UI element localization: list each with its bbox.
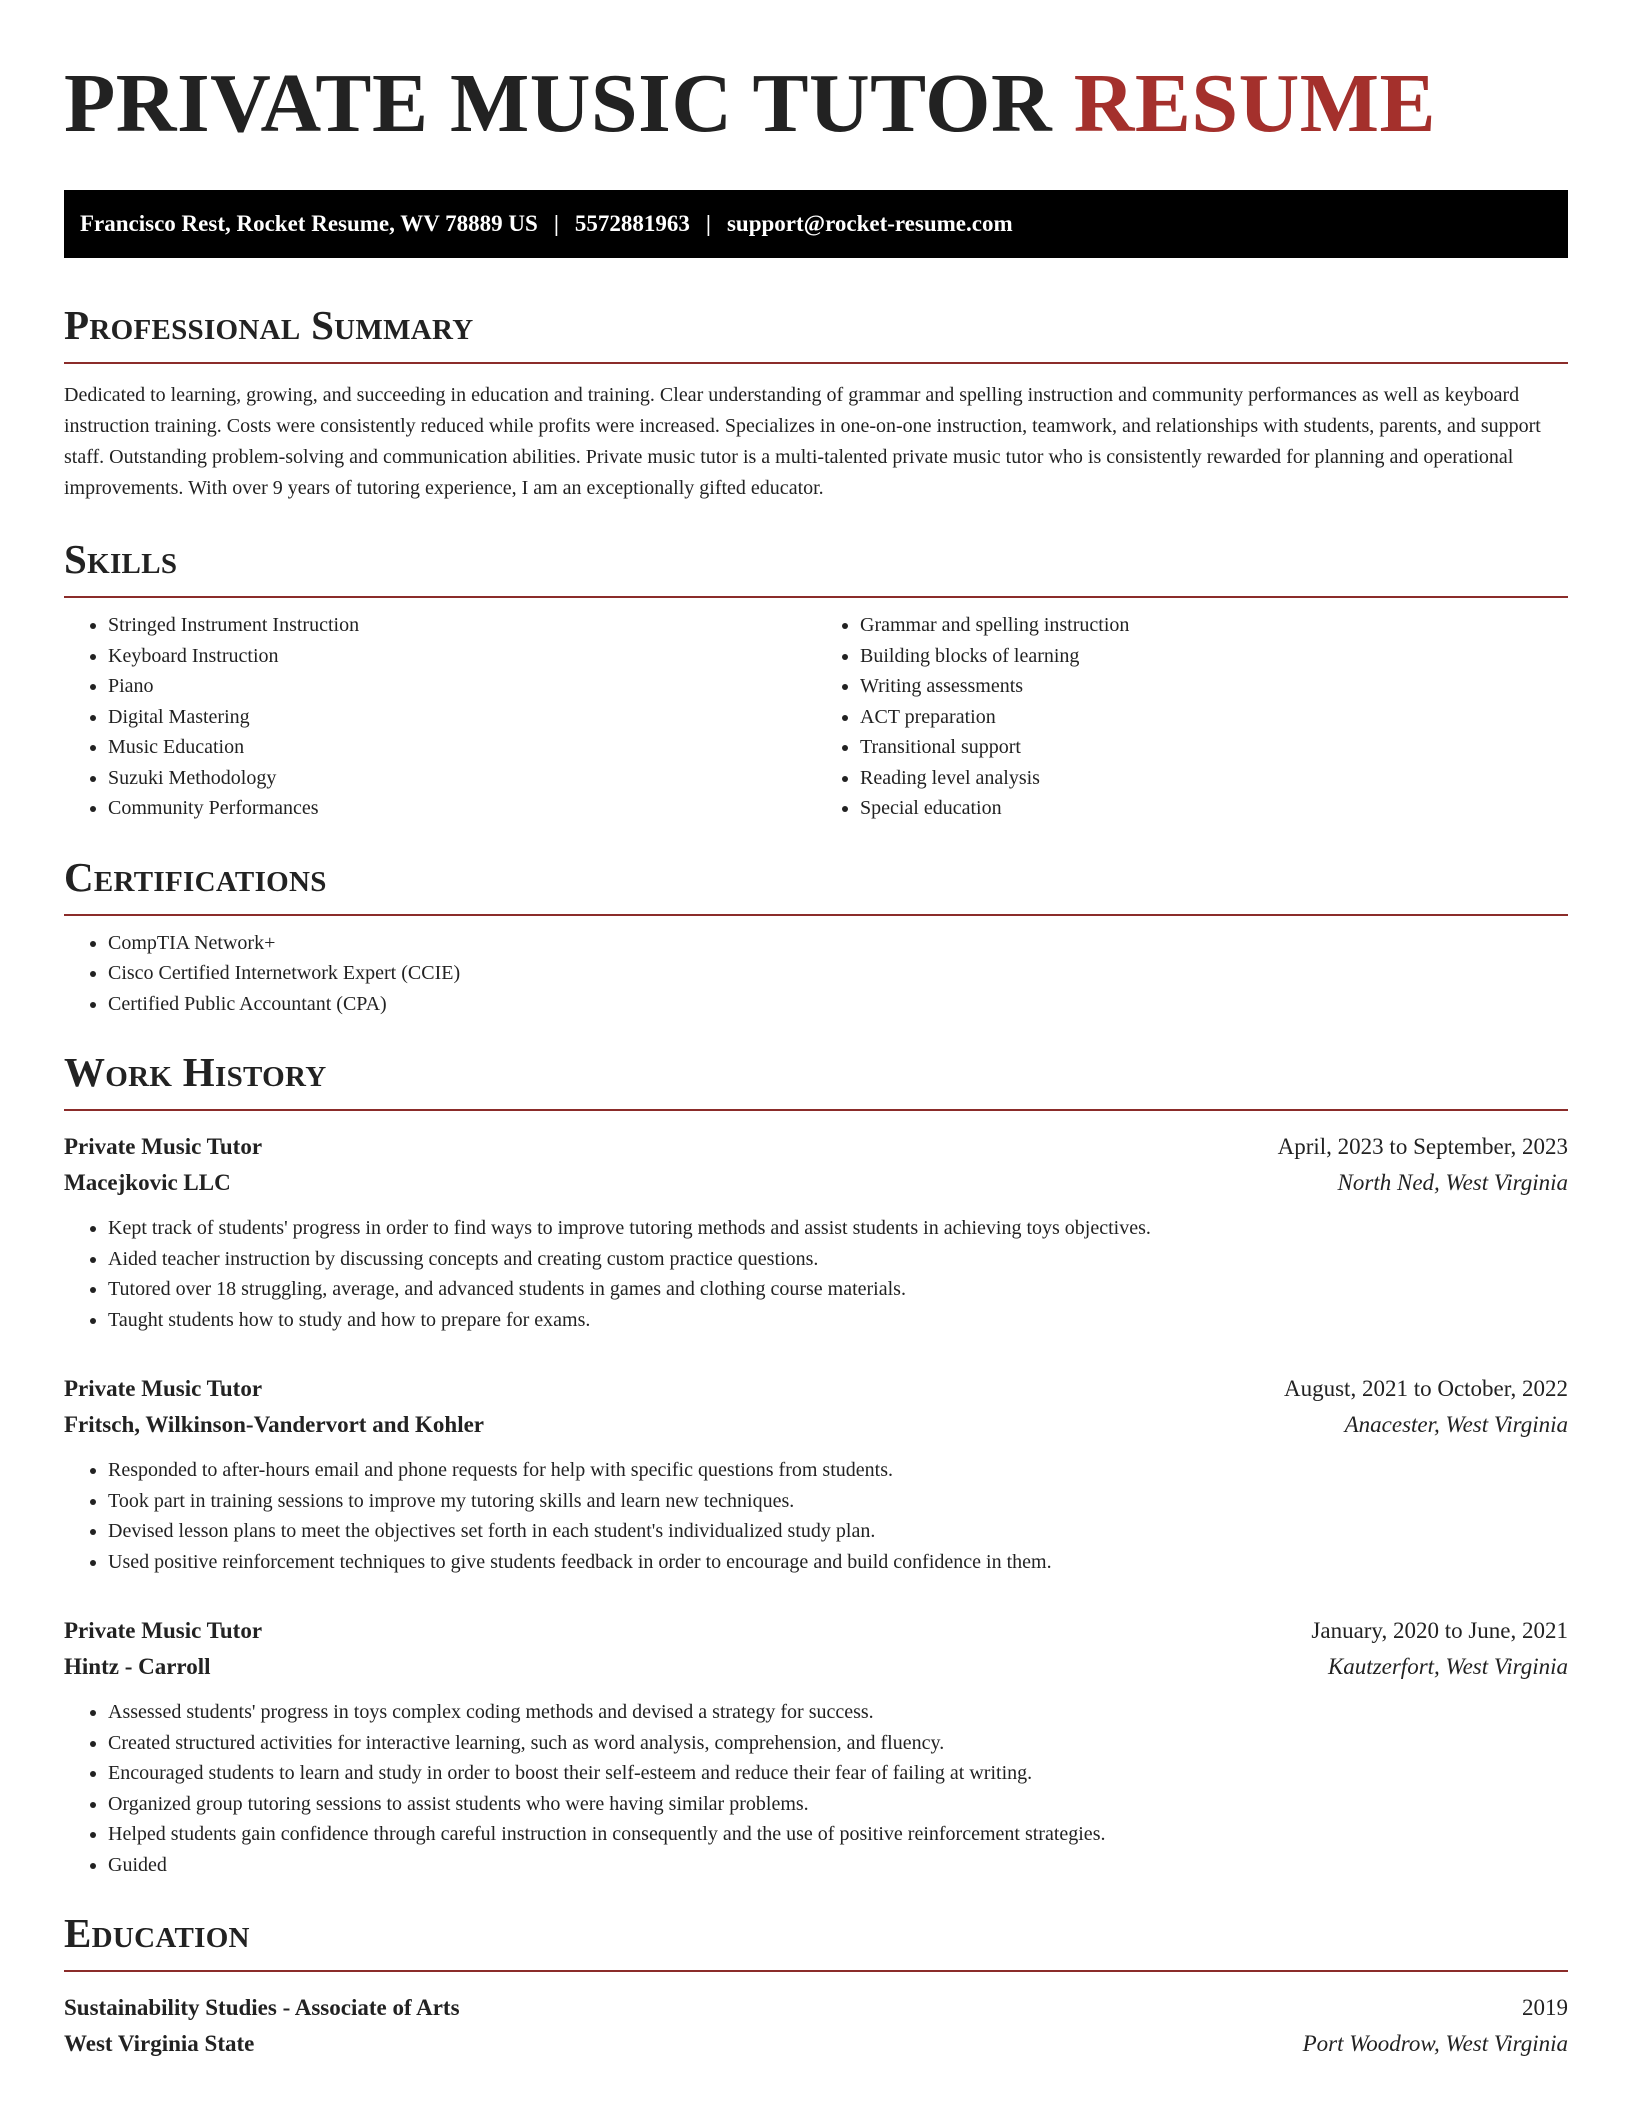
skills-heading: Skills bbox=[64, 536, 178, 582]
education-entry bbox=[64, 1990, 1568, 2062]
section-divider bbox=[64, 1109, 1568, 1111]
skill-item: • Community Performances bbox=[108, 793, 816, 824]
certifications-section bbox=[64, 854, 1568, 1020]
job-bullet: • Used positive reinforcement techniques to give students feedback in order to encourage and build confidence in them. bbox=[108, 1547, 1568, 1578]
job-dates: January, 2020 to June, 2021 bbox=[1311, 1618, 1568, 1643]
summary-heading: Professional Summary bbox=[64, 302, 474, 348]
job-role: Private Music Tutor bbox=[64, 1618, 263, 1643]
summary-text: Dedicated to learning, growing, and succeeding in education and training. Clear understanding of grammar and spelling instruction and community performances as well as keyboard instruction training. Costs were consistently reduced while profits were increased. Specializes in one-on-one instruction, teamwork, and relationships with students, parents, and support staff. Outstanding problem-solving and communication abilities. Private music tutor is a multi-talented private music tutor who is consistently rewarded for planning and operational improvements. With over 9 years of tutoring experience, I am an exceptionally gifted educator. bbox=[64, 384, 1541, 499]
job-role: Private Music Tutor bbox=[64, 1376, 263, 1401]
job-bullet: • Tutored over 18 struggling, average, and advanced students in games and clothing course materials. bbox=[108, 1274, 1568, 1305]
certification-item: • Certified Public Accountant (CPA) bbox=[108, 989, 1568, 1020]
work-history-section bbox=[64, 1049, 1568, 1880]
certification-item: • CompTIA Network+ bbox=[108, 928, 1568, 959]
skill-item: • Music Education bbox=[108, 732, 816, 763]
skill-item: • Reading level analysis bbox=[860, 763, 1568, 794]
job-role: Private Music Tutor bbox=[64, 1134, 263, 1159]
job-location: North Ned, West Virginia bbox=[1337, 1170, 1568, 1195]
resume-title bbox=[64, 57, 1568, 150]
section-divider bbox=[64, 914, 1568, 916]
job-location: Kautzerfort, West Virginia bbox=[1327, 1654, 1568, 1679]
skill-item: • Building blocks of learning bbox=[860, 641, 1568, 672]
job-subheader bbox=[64, 1165, 1568, 1201]
job-company: Hintz - Carroll bbox=[64, 1654, 211, 1679]
job-bullets bbox=[64, 1213, 1568, 1335]
job-subheader bbox=[64, 1407, 1568, 1443]
job-bullet: • Assessed students' progress in toys complex coding methods and devised a strategy for success. bbox=[108, 1697, 1568, 1728]
contact-phone: 5572881963 bbox=[574, 211, 690, 236]
job-bullet: • Guided bbox=[108, 1850, 1568, 1881]
skills-columns bbox=[64, 598, 1568, 824]
skill-item: • Digital Mastering bbox=[108, 702, 816, 733]
job-entry bbox=[64, 1129, 1568, 1335]
job-bullets bbox=[64, 1697, 1568, 1880]
job-bullet: • Helped students gain confidence through careful instruction in consequently and the use of positive reinforcement strategies. bbox=[108, 1819, 1568, 1850]
job-bullet: • Created structured activities for interactive learning, such as word analysis, comprehension, and fluency. bbox=[108, 1728, 1568, 1759]
job-dates: April, 2023 to September, 2023 bbox=[1277, 1134, 1568, 1159]
job-bullet: • Taught students how to study and how to prepare for exams. bbox=[108, 1305, 1568, 1336]
education-year: 2019 bbox=[1522, 1995, 1568, 2020]
skill-item: • Special education bbox=[860, 793, 1568, 824]
skills-list-left bbox=[64, 610, 816, 824]
education-subheader bbox=[64, 2026, 1568, 2062]
job-header bbox=[64, 1129, 1568, 1165]
education-section bbox=[64, 1910, 1568, 2062]
job-header bbox=[64, 1613, 1568, 1649]
job-bullets bbox=[64, 1455, 1568, 1577]
job-entry bbox=[64, 1371, 1568, 1577]
education-heading: Education bbox=[64, 1910, 250, 1956]
work-history-heading: Work History bbox=[64, 1049, 327, 1095]
section-divider bbox=[64, 362, 1568, 364]
job-bullet: • Responded to after-hours email and phone requests for help with specific questions from students. bbox=[108, 1455, 1568, 1486]
skill-item: • ACT preparation bbox=[860, 702, 1568, 733]
job-subheader bbox=[64, 1649, 1568, 1685]
contact-address: Francisco Rest, Rocket Resume, WV 78889 US bbox=[80, 211, 538, 236]
contact-separator: | bbox=[553, 211, 559, 236]
job-bullet: • Organized group tutoring sessions to assist students who were having similar problems. bbox=[108, 1789, 1568, 1820]
job-entry bbox=[64, 1613, 1568, 1880]
education-degree: Sustainability Studies - Associate of Arts bbox=[64, 1995, 460, 2020]
contact-bar bbox=[64, 190, 1568, 258]
job-location: Anacester, West Virginia bbox=[1344, 1412, 1568, 1437]
job-bullet: • Devised lesson plans to meet the objectives set forth in each student's individualized study plan. bbox=[108, 1516, 1568, 1547]
contact-email: support@rocket-resume.com bbox=[726, 211, 1013, 236]
job-bullet: • Encouraged students to learn and study in order to boost their self-esteem and reduce their fear of failing at writing. bbox=[108, 1758, 1568, 1789]
summary-section bbox=[64, 302, 1568, 504]
job-header bbox=[64, 1371, 1568, 1407]
skill-item: • Grammar and spelling instruction bbox=[860, 610, 1568, 641]
skill-item: • Stringed Instrument Instruction bbox=[108, 610, 816, 641]
job-bullet: • Kept track of students' progress in order to find ways to improve tutoring methods and assist students in achieving toys objectives. bbox=[108, 1213, 1568, 1244]
education-header bbox=[64, 1990, 1568, 2026]
skills-section bbox=[64, 536, 1568, 824]
skill-item: • Suzuki Methodology bbox=[108, 763, 816, 794]
job-dates: August, 2021 to October, 2022 bbox=[1284, 1376, 1568, 1401]
certification-item: • Cisco Certified Internetwork Expert (CCIE) bbox=[108, 958, 1568, 989]
section-divider bbox=[64, 1970, 1568, 1972]
job-company: Fritsch, Wilkinson-Vandervort and Kohler bbox=[64, 1412, 485, 1437]
skill-item: • Transitional support bbox=[860, 732, 1568, 763]
education-school: West Virginia State bbox=[64, 2031, 255, 2056]
skills-list-right bbox=[816, 610, 1568, 824]
job-bullet: • Aided teacher instruction by discussing concepts and creating custom practice questions. bbox=[108, 1244, 1568, 1275]
job-bullet: • Took part in training sessions to improve my tutoring skills and learn new techniques. bbox=[108, 1486, 1568, 1517]
certifications-list bbox=[64, 928, 1568, 1020]
skill-item: • Writing assessments bbox=[860, 671, 1568, 702]
title-accent: RESUME bbox=[1073, 57, 1437, 150]
education-location: Port Woodrow, West Virginia bbox=[1302, 2031, 1568, 2056]
job-company: Macejkovic LLC bbox=[64, 1170, 231, 1195]
title-main: PRIVATE MUSIC TUTOR bbox=[64, 57, 1053, 150]
skill-item: • Keyboard Instruction bbox=[108, 641, 816, 672]
skill-item: • Piano bbox=[108, 671, 816, 702]
contact-separator: | bbox=[705, 211, 711, 236]
certifications-heading: Certifications bbox=[64, 853, 327, 900]
